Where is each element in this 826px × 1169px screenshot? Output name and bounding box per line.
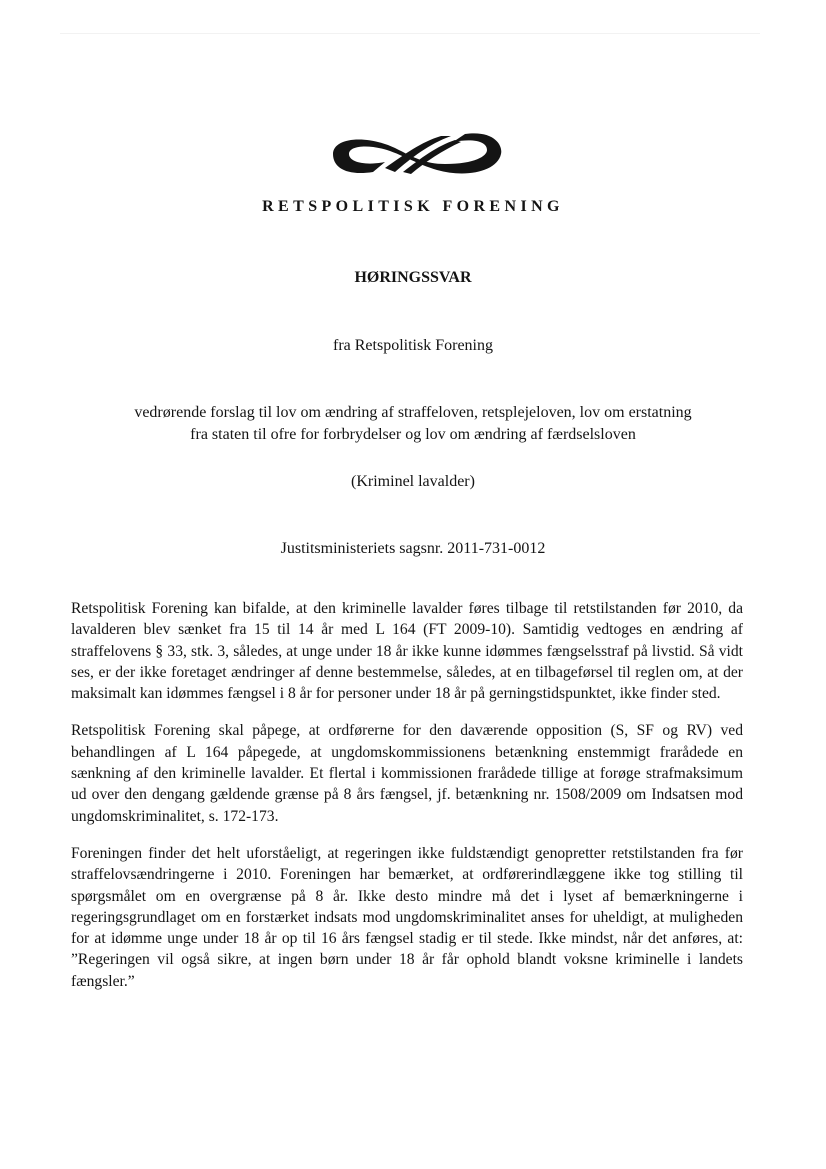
paragraph: Retspolitisk Forening skal påpege, at ordførerne for den daværende opposition (S, SF og RV) ved behandlingen af L 164 påpegede, at ungdomskommissionens betænkning enstemmigt frarådede en sænkning af den kriminelle lavalder. Et flertal i kommissionen frarådede tillige at forøge strafmaksimum ud over den dengang gældende grænse på 8 års fængsel, jf. betænkning nr. 1508/2009 om Indsatsen mod ungdomskriminalitet, s. 172-173. (71, 722, 743, 825)
regarding-line-1: vedrørende forslag til lov om ændring af straffeloven, retsplejeloven, lov om erstatning (134, 404, 692, 421)
document-title: HØRINGSSVAR (354, 269, 472, 286)
case-number: Justitsministeriets sagsnr. 2011-731-0012 (280, 540, 546, 557)
regarding-line-2: fra staten til ofre for forbrydelser og lov om ændring af færdselsloven (190, 426, 636, 443)
organization-name: RETSPOLITISK FORENING (262, 198, 564, 215)
paragraph: Foreningen finder det helt uforståeligt, at regeringen ikke fuldstændigt genopretter retstilstanden fra før straffelovsændringerne i 2010. Foreningen har bemærket, at ordførerindlæggene ikke tog stilling til spørgsmålet om en overgrænse på 8 år. Ikke desto mindre må det i lyset af bemærkningerne i regeringsgrundlaget om en forstærket indsats mod ungdomskriminalitet anses for uheldigt, at muligheden for at idømme unge under 18 år op til 16 års fængsel stadig er til stede. Ikke mindst, når det anføres, at: ”Regeringen vil også sikre, at ingen børn under 18 år får ophold blandt voksne kriminelle i landets fængsler.” (71, 844, 743, 990)
body-text (71, 598, 743, 1008)
infinity-knot-logo-icon (325, 128, 505, 180)
paragraph: Retspolitisk Forening kan bifalde, at den kriminelle lavalder føres tilbage til retstilstanden før 2010, da lavalderen blev sænket fra 15 til 14 år med L 164 (FT 2009-10). Samtidig vedtoges en ændring af straffelovens § 33, stk. 3, således, at unge under 18 år ikke kunne idømmes fængselsstraf på livstid. Så vidt ses, er der ikke foretaget ændringer af denne bestemmelse, således, at en tilbageførsel til reglen om, at der maksimalt kan idømmes fængsel i 8 år for personer under 18 år på gerningstidspunktet, ikke finder sted. (71, 600, 743, 703)
scan-edge-line (60, 33, 760, 34)
document-subtitle: fra Retspolitisk Forening (333, 337, 493, 354)
bill-name: (Kriminel lavalder) (351, 473, 475, 490)
regarding-block (0, 402, 826, 446)
